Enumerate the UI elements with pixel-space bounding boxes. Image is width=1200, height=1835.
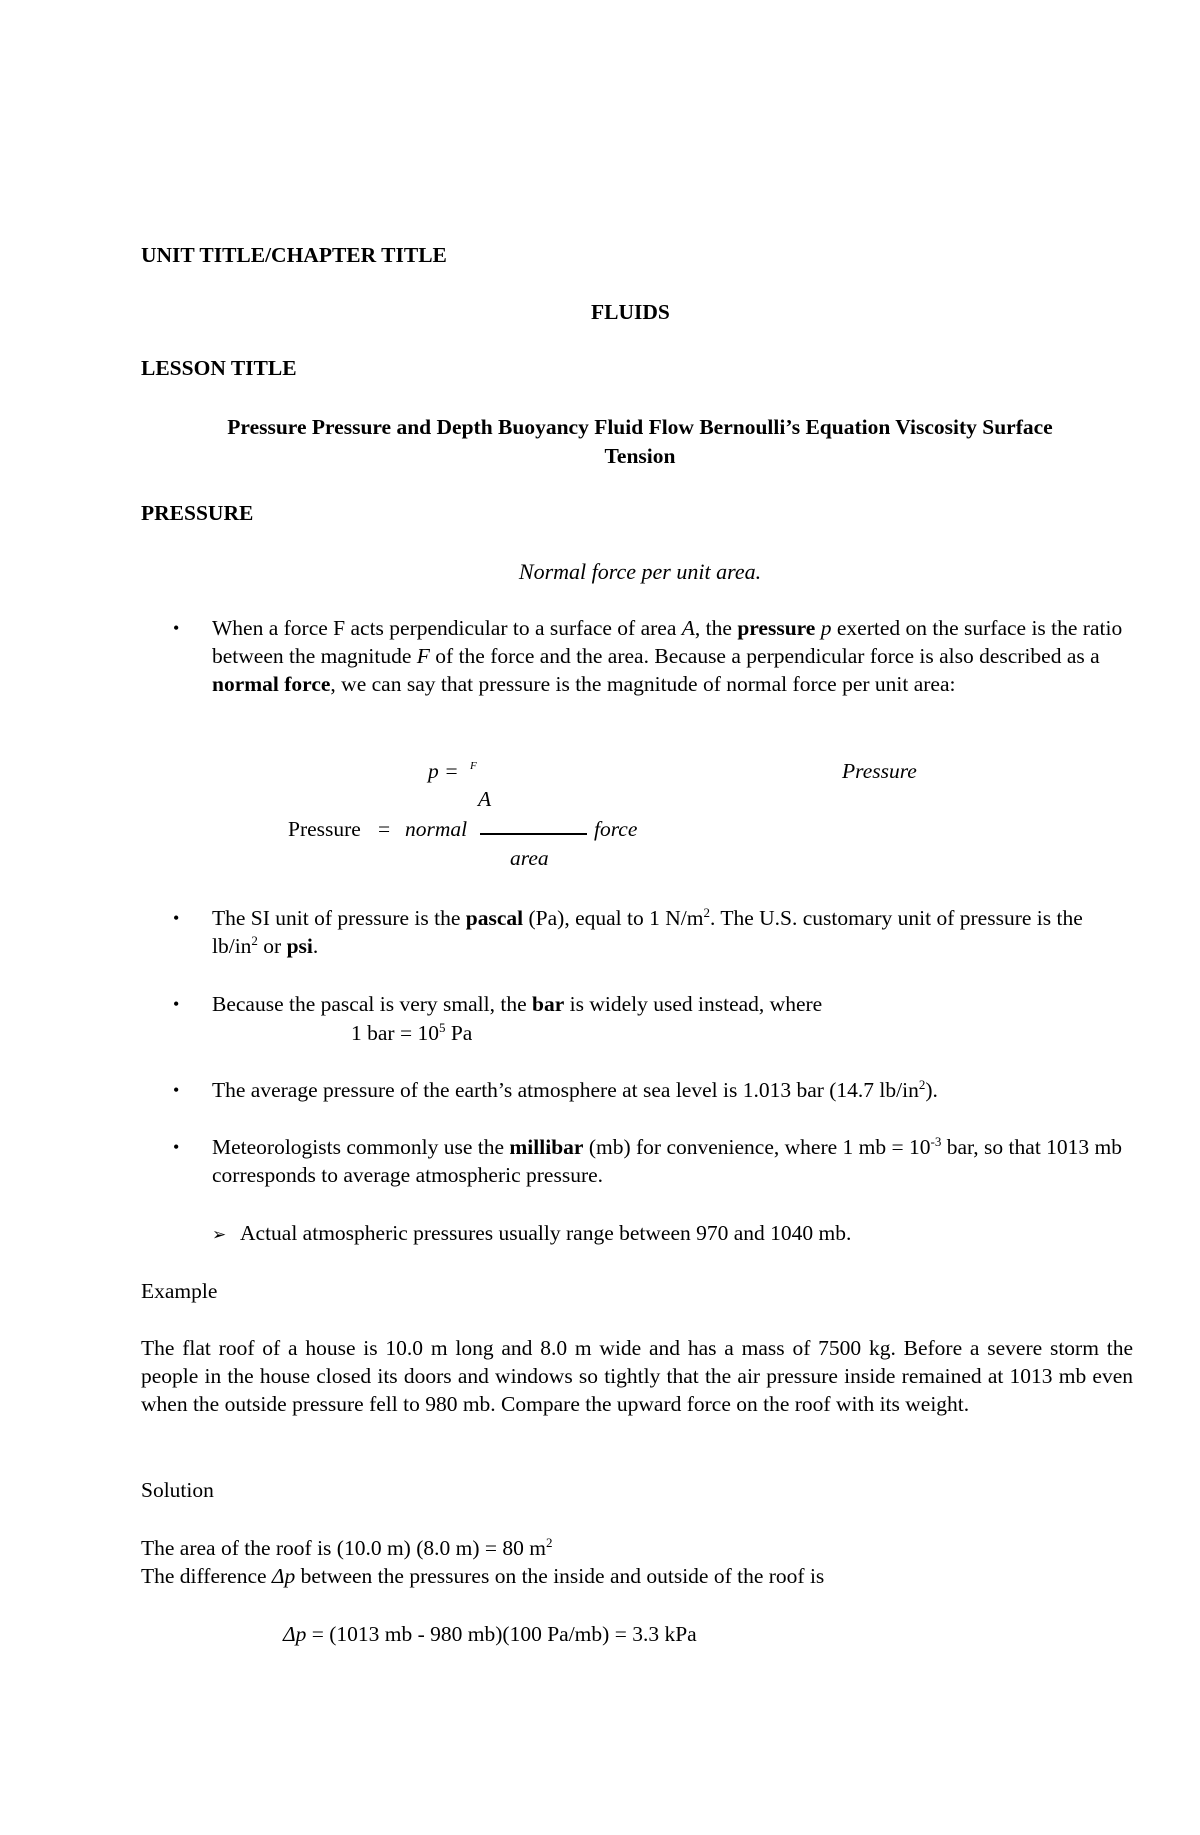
formula-numerator-F: F bbox=[470, 760, 477, 772]
formula-p-equals: p = bbox=[428, 759, 459, 783]
section-heading-pressure: PRESSURE bbox=[141, 501, 254, 525]
bullet-dot: • bbox=[173, 908, 180, 928]
lesson-title-line1: Pressure Pressure and Depth Buoyancy Fluid Flow Bernoulli’s Equation Viscosity Surface bbox=[227, 415, 1053, 439]
solution-delta-p-equation: Δp = (1013 mb - 980 mb)(100 Pa/mb) = 3.3 kPa bbox=[283, 1622, 697, 1646]
bullet-pressure-definition: When a force F acts perpendicular to a surface of area A, the pressure p exerted on the surface is the ratio between the magnitude F of the force and the area. Because a perpendicular force is also described as a normal force, we can say that pressure is the magnitude of normal force per unit area: bbox=[212, 616, 1123, 696]
lesson-title-line2: Tension bbox=[604, 444, 676, 468]
bullet-dot: • bbox=[173, 618, 180, 638]
unit-title-label: UNIT TITLE/CHAPTER TITLE bbox=[141, 243, 447, 267]
bullet-bar-unit: Because the pascal is very small, the bar is widely used instead, where bbox=[212, 992, 823, 1016]
formula2-area: area bbox=[510, 846, 549, 870]
solution-area-line: The area of the roof is (10.0 m) (8.0 m) = 80 $m^2$ bbox=[141, 1534, 553, 1560]
arrow-bullet-icon: ➢ bbox=[212, 1225, 227, 1245]
unit-title-value: FLUIDS bbox=[591, 300, 670, 324]
formula2-equals: = bbox=[378, 817, 391, 841]
formula2-normal: normal bbox=[405, 817, 468, 841]
pressure-subtitle: Normal force per unit area. bbox=[518, 559, 762, 584]
lesson-title-label: LESSON TITLE bbox=[141, 356, 297, 380]
formula2-force: force bbox=[594, 817, 638, 841]
solution-label: Solution bbox=[141, 1478, 214, 1502]
formula2-fraction-bar bbox=[480, 833, 587, 835]
bullet-dot: • bbox=[173, 1080, 180, 1100]
bullet-dot: • bbox=[173, 994, 180, 1014]
bar-equation: 1 bar = $10^5$ Pa bbox=[351, 1019, 473, 1045]
bullet-average-pressure: The average pressure of the earth’s atmosphere at sea level is 1.013 bar (14.7 $lb/in^2$). bbox=[212, 1076, 938, 1102]
sub-bullet-range: Actual atmospheric pressures usually range between 970 and 1040 mb. bbox=[240, 1221, 852, 1245]
bullet-dot: • bbox=[173, 1137, 180, 1157]
bullet-millibar: Meteorologists commonly use the millibar (mb) for convenience, where 1 mb = $10^{-3}$ bar, so that 1013 mb corresponds to average atmospheric pressure. bbox=[212, 1133, 1123, 1187]
example-label: Example bbox=[141, 1279, 218, 1303]
formula-label-pressure: Pressure bbox=[842, 759, 917, 783]
bullet-si-unit: The SI unit of pressure is the pascal (Pa), equal to 1 $N/m^2$. The U.S. customary unit of pressure is the $lb/in^2$ or psi. bbox=[212, 904, 1083, 958]
example-text: The flat roof of a house is 10.0 m long and 8.0 m wide and has a mass of 7500 kg. Before a severe storm the people in the house closed its doors and windows so tightly that the air pressure inside remained at 1013 mb even when the outside pressure fell to 980 mb. Compare the upward force on the roof with its weight. bbox=[141, 1336, 1133, 1416]
formula2-pressure-word: Pressure bbox=[288, 817, 361, 841]
solution-difference-line: The difference Δp between the pressures on the inside and outside of the roof is bbox=[141, 1564, 825, 1588]
formula-denominator-A: A bbox=[478, 787, 492, 811]
